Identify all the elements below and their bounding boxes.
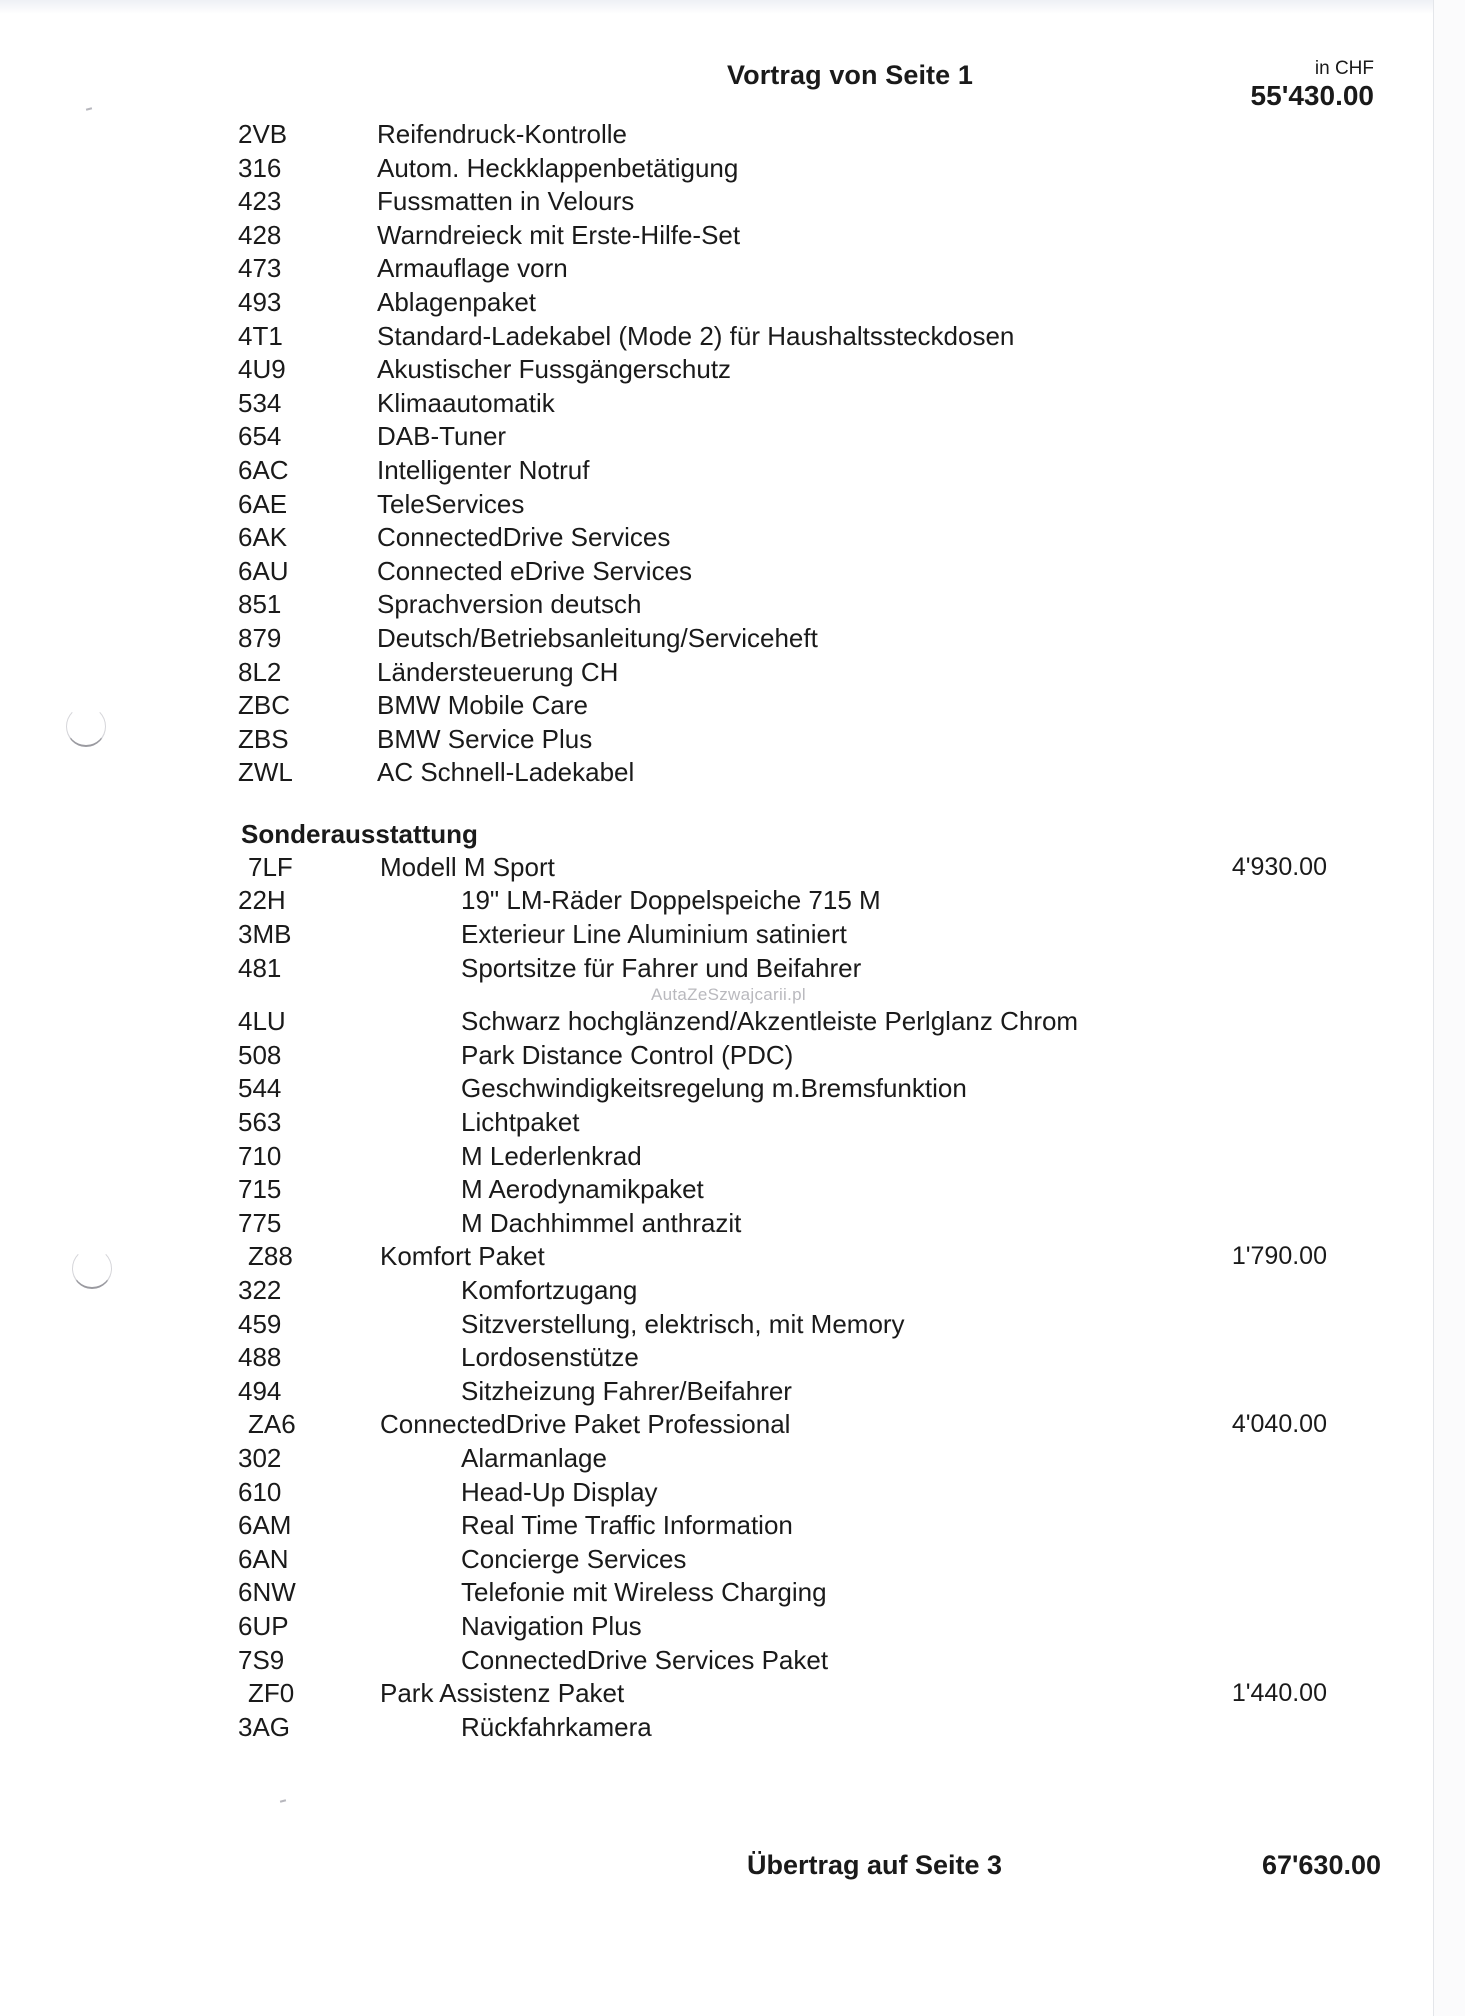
option-code: 302 xyxy=(238,1442,282,1473)
standard-item-row xyxy=(0,286,1433,320)
standard-item-row xyxy=(0,756,1433,790)
package-item-row xyxy=(0,1106,1433,1140)
standard-item-row xyxy=(0,252,1433,286)
option-description: ConnectedDrive Services xyxy=(377,522,671,553)
package-description: Komfort Paket xyxy=(380,1241,545,1272)
option-description: Real Time Traffic Information xyxy=(461,1510,793,1541)
standard-item-row xyxy=(0,521,1433,555)
option-code: 6AU xyxy=(238,555,289,586)
package-item-row xyxy=(0,1576,1433,1610)
option-description: Akustischer Fussgängerschutz xyxy=(377,354,732,385)
option-code: 3MB xyxy=(238,919,292,950)
option-description: Komfortzugang xyxy=(461,1275,638,1305)
package-item-row xyxy=(0,1442,1433,1476)
option-description: Sitzverstellung, elektrisch, mit Memory xyxy=(461,1308,905,1339)
standard-item-row xyxy=(0,689,1433,723)
option-code: 715 xyxy=(238,1174,282,1205)
package-item-row xyxy=(0,1039,1433,1073)
option-code: 428 xyxy=(238,219,282,250)
option-description: Concierge Services xyxy=(461,1543,687,1574)
package-item-row xyxy=(0,952,1433,986)
option-description: Lordosenstütze xyxy=(461,1342,639,1373)
watermark: AutaZeSzwajcarii.pl xyxy=(651,985,806,1005)
option-code: 481 xyxy=(238,952,282,983)
option-description: Fussmatten in Velours xyxy=(377,186,635,217)
option-code: 4LU xyxy=(238,1006,286,1037)
package-item-row xyxy=(0,1005,1433,1039)
package-description: ConnectedDrive Paket Professional xyxy=(380,1409,791,1440)
package-item-row xyxy=(0,1509,1433,1543)
section-heading xyxy=(0,818,1433,851)
option-code: 6AN xyxy=(238,1543,289,1574)
watermark-line xyxy=(0,985,1433,1005)
option-code: 316 xyxy=(238,152,282,183)
standard-item-row xyxy=(0,723,1433,757)
option-code: 494 xyxy=(238,1375,282,1406)
standard-item-row xyxy=(0,320,1433,354)
option-code: 6UP xyxy=(238,1610,289,1641)
currency-label: in CHF xyxy=(1314,58,1374,79)
page-margin-shadow xyxy=(1434,0,1465,2016)
option-description: 19" LM-Räder Doppelspeiche 715 M xyxy=(461,885,881,916)
option-description: Connected eDrive Services xyxy=(377,555,693,586)
standard-item-row xyxy=(0,387,1433,421)
option-code: 7S9 xyxy=(238,1644,285,1675)
package-item-row xyxy=(0,1476,1433,1510)
equipment-list xyxy=(0,118,1433,1744)
standard-item-row xyxy=(0,118,1433,152)
standard-item-row xyxy=(0,555,1433,589)
carried-forward-amount: 55'430.00 xyxy=(1250,80,1374,111)
package-item-row xyxy=(0,1072,1433,1106)
option-description: BMW Service Plus xyxy=(377,723,593,754)
package-item-row xyxy=(0,1610,1433,1644)
option-description: Armauflage vorn xyxy=(377,253,568,284)
standard-item-row xyxy=(0,185,1433,219)
package-price: 4'040.00 xyxy=(1231,1410,1327,1439)
package-item-row xyxy=(0,1711,1433,1745)
option-description: Sprachversion deutsch xyxy=(377,589,642,620)
option-description: Sitzheizung Fahrer/Beifahrer xyxy=(461,1375,792,1406)
option-code: 710 xyxy=(238,1140,282,1171)
package-description: Modell M Sport xyxy=(380,851,555,882)
option-code: 423 xyxy=(238,186,282,217)
standard-item-row xyxy=(0,353,1433,387)
option-description: TeleServices xyxy=(377,488,525,519)
option-description: Rückfahrkamera xyxy=(461,1711,652,1742)
option-code: 6AC xyxy=(238,454,289,485)
option-description: Klimaautomatik xyxy=(377,387,555,418)
option-description: Telefonie mit Wireless Charging xyxy=(461,1577,827,1608)
option-code: 488 xyxy=(238,1342,282,1373)
option-code: 459 xyxy=(238,1308,282,1339)
option-description: Lichtpaket xyxy=(461,1107,580,1138)
package-item-row xyxy=(0,1341,1433,1375)
standard-item-row xyxy=(0,454,1433,488)
option-description: Sportsitze für Fahrer und Beifahrer xyxy=(461,952,862,983)
option-code: 544 xyxy=(238,1073,282,1104)
carry-over-title: Übertrag auf Seite 3 xyxy=(747,1850,1003,1880)
package-row xyxy=(0,1677,1433,1711)
option-description: Intelligenter Notruf xyxy=(377,454,590,485)
option-description: Exterieur Line Aluminium satiniert xyxy=(461,919,847,950)
scan-speck xyxy=(280,1799,286,1802)
carried-forward-title: Vortrag von Seite 1 xyxy=(727,60,973,90)
option-code: 563 xyxy=(238,1107,282,1138)
option-description: Deutsch/Betriebsanleitung/Serviceheft xyxy=(377,622,818,653)
package-code: Z88 xyxy=(248,1241,293,1272)
option-description: M Aerodynamikpaket xyxy=(461,1174,704,1205)
option-description: Ablagenpaket xyxy=(377,286,537,317)
option-description: Standard-Ladekabel (Mode 2) für Haushaltssteckdosen xyxy=(377,320,1015,351)
package-item-row xyxy=(0,1543,1433,1577)
package-code: ZA6 xyxy=(248,1409,296,1440)
option-code: 610 xyxy=(238,1476,282,1507)
option-code: 6AE xyxy=(238,488,288,519)
standard-item-row xyxy=(0,488,1433,522)
package-item-row xyxy=(0,1140,1433,1174)
package-description: Park Assistenz Paket xyxy=(380,1678,625,1709)
option-description: Ländersteuerung CH xyxy=(377,656,619,687)
option-code: 4T1 xyxy=(238,320,283,351)
option-code: 322 xyxy=(238,1275,282,1305)
option-description: Geschwindigkeitsregelung m.Bremsfunktion xyxy=(461,1073,967,1104)
option-description: Alarmanlage xyxy=(461,1442,607,1473)
package-item-row xyxy=(0,1173,1433,1207)
package-code: 7LF xyxy=(248,851,293,882)
package-code: ZF0 xyxy=(248,1678,295,1709)
option-code: 851 xyxy=(238,589,282,620)
package-item-row xyxy=(0,1644,1433,1678)
option-code: 8L2 xyxy=(238,656,282,687)
package-row xyxy=(0,1408,1433,1442)
standard-item-row xyxy=(0,152,1433,186)
option-code: 534 xyxy=(238,387,282,418)
scan-speck xyxy=(86,107,92,110)
option-code: 775 xyxy=(238,1207,282,1238)
option-code: 3AG xyxy=(238,1711,291,1742)
option-code: ZBS xyxy=(238,723,289,754)
option-code: 6AM xyxy=(238,1510,292,1541)
option-description: Head-Up Display xyxy=(461,1476,658,1507)
option-code: ZBC xyxy=(238,690,290,721)
option-code: 4U9 xyxy=(238,354,286,385)
option-code: ZWL xyxy=(238,757,293,788)
package-item-row xyxy=(0,1207,1433,1241)
section-title: Sonderausstattung xyxy=(241,818,478,849)
standard-item-row xyxy=(0,588,1433,622)
option-code: 2VB xyxy=(238,119,288,149)
option-description: ConnectedDrive Services Paket xyxy=(461,1644,829,1675)
option-description: M Lederlenkrad xyxy=(461,1140,642,1171)
section-spacer xyxy=(0,790,1433,818)
option-description: Schwarz hochglänzend/Akzentleiste Perlglanz Chrom xyxy=(461,1006,1079,1037)
option-code: 879 xyxy=(238,622,282,653)
scan-top-shadow xyxy=(0,0,1433,14)
option-description: DAB-Tuner xyxy=(377,421,507,452)
option-description: M Dachhimmel anthrazit xyxy=(461,1207,742,1238)
option-description: Navigation Plus xyxy=(461,1610,642,1641)
package-row xyxy=(0,851,1433,885)
standard-item-row xyxy=(0,219,1433,253)
package-item-row xyxy=(0,918,1433,952)
option-code: 6AK xyxy=(238,522,288,553)
option-description: AC Schnell-Ladekabel xyxy=(377,757,635,788)
option-code: 6NW xyxy=(238,1577,296,1608)
standard-item-row xyxy=(0,420,1433,454)
package-price: 1'790.00 xyxy=(1231,1242,1327,1271)
option-code: 493 xyxy=(238,286,282,317)
option-description: Autom. Heckklappenbetätigung xyxy=(377,152,739,183)
package-row xyxy=(0,1240,1433,1274)
package-price: 1'440.00 xyxy=(1231,1679,1327,1708)
option-description: Warndreieck mit Erste-Hilfe-Set xyxy=(377,219,741,250)
carry-over-amount: 67'630.00 xyxy=(1261,1850,1381,1880)
option-description: Reifendruck-Kontrolle xyxy=(377,119,628,149)
package-item-row xyxy=(0,884,1433,918)
option-code: 22H xyxy=(238,885,286,916)
package-price: 4'930.00 xyxy=(1231,852,1327,881)
standard-item-row xyxy=(0,622,1433,656)
option-code: 508 xyxy=(238,1039,282,1070)
standard-item-row xyxy=(0,656,1433,690)
option-code: 654 xyxy=(238,421,282,452)
package-item-row xyxy=(0,1274,1433,1308)
package-item-row xyxy=(0,1308,1433,1342)
option-description: Park Distance Control (PDC) xyxy=(461,1039,794,1070)
package-item-row xyxy=(0,1375,1433,1409)
option-description: BMW Mobile Care xyxy=(377,690,588,721)
option-code: 473 xyxy=(238,253,282,284)
